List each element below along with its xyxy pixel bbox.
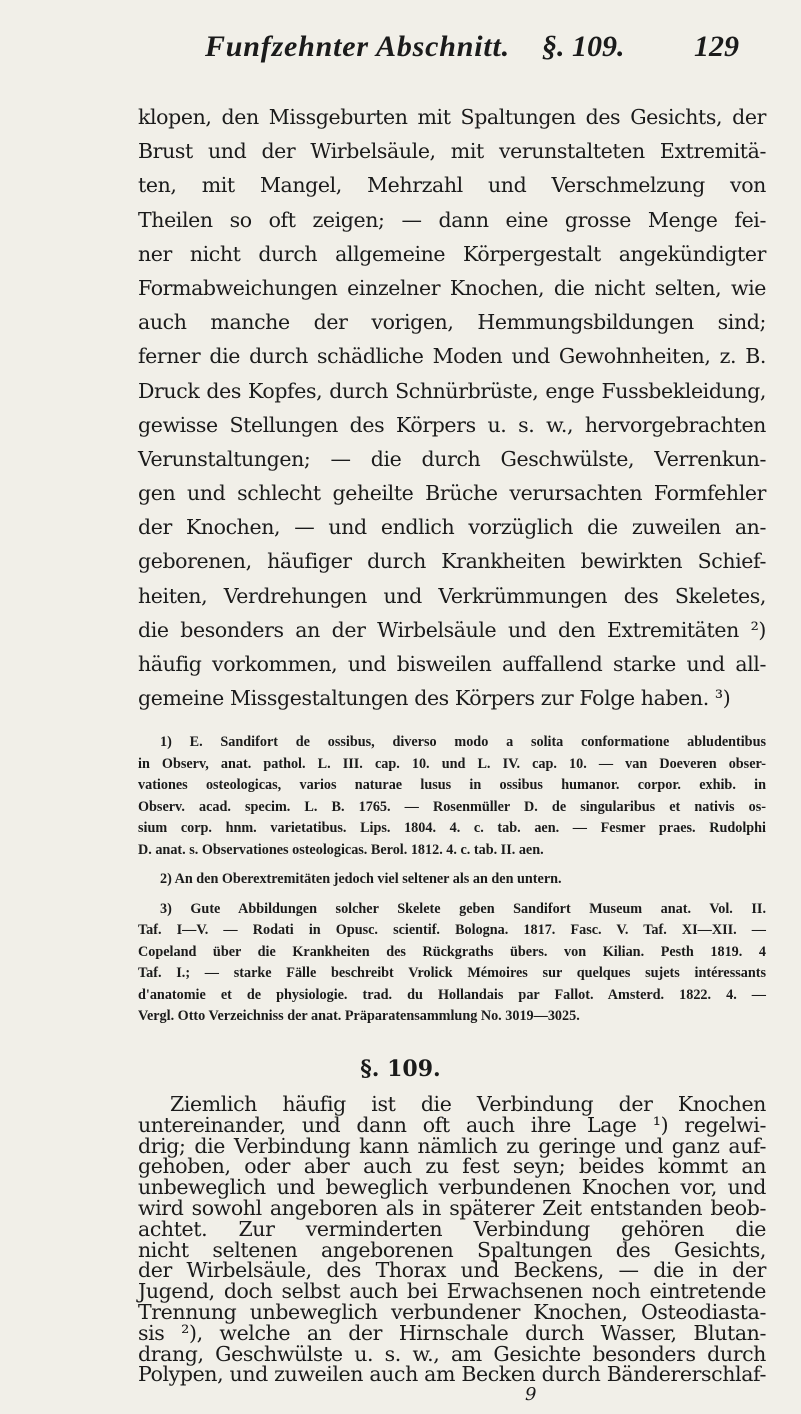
main-paragraph [138,100,766,715]
footnote-1-line: D. anat. s. Observationes osteologicas. Berol. 1812. 4. c. tab. II. aen. [138,841,544,858]
footnote-3-line: Taf. I.; — starke Fälle beschreibt Vrolick Mémoires sur quelques sujets intéressants [138,965,766,981]
text-line: heiten, Verdrehungen und Verkrümmungen des Skeletes, [138,583,766,608]
footnote-3-line: 3) Gute Abbildungen solcher Skelete geben Sandifort Museum anat. Vol. II. [160,900,766,917]
text-line: gen und schlecht geheilte Brüche verursachten Formfehler [138,481,766,506]
text-line: der Knochen, — und endlich vorzüglich die zuweilen an- [138,515,766,540]
text-line: auch manche der vorigen, Hemmungsbildungen sind; [138,310,766,335]
text-line: wird sowohl angeboren als in späterer Zeit entstanden beob- [138,1195,766,1220]
text-line: Verunstaltungen; — die durch Geschwülste, Verrenkun- [138,446,766,471]
text-line: Theilen so oft zeigen; — dann eine grosse Menge fei- [138,207,766,232]
text-line: Ziemlich häufig ist die Verbindung der Knochen [170,1092,766,1116]
text-line: ner nicht durch allgemeine Körpergestalt angekündigter [138,241,766,266]
page-number: 129 [694,30,739,63]
text-line: drig; die Verbindung kann nämlich zu geringe und ganz auf- [138,1133,766,1158]
text-line: gemeine Missgestaltungen des Körpers zur Folge haben. ³) [138,686,731,711]
footnote-1-line: in Observ, anat. pathol. L. III. cap. 10. und L. IV. cap. 10. — van Doeveren obser- [138,755,766,772]
chapter-title: Funfzehnter Abschnitt. [205,30,510,63]
second-paragraph [138,1094,766,1385]
text-line: Trennung unbeweglich verbundener Knochen, Osteodiasta- [138,1299,766,1324]
text-line: Formabweichungen einzelner Knochen, die nicht selten, wie [138,275,766,300]
footnote-3-line: Taf. I—V. — Rodati in Opusc. scientif. Bologna. 1817. Fasc. V. Taf. XI—XII. — [138,922,766,938]
footnote-spacer [138,891,766,899]
text-line: unbeweglich und beweglich verbundenen Knochen vor, und [138,1175,766,1200]
text-line: die besonders an der Wirbelsäule und den Extremitäten ²) [138,617,766,642]
text-line: Jugend, doch selbst auch bei Erwachsenen noch eintretende [138,1279,766,1304]
signature-mark: 9 [525,1384,537,1405]
text-line: achtet. Zur verminderten Verbindung gehören die [138,1216,766,1241]
section-heading: §. 109. [360,1056,441,1082]
footnote-3-line: Vergl. Otto Verzeichniss der anat. Präparatensammlung No. 3019—3025. [138,1008,580,1024]
text-line: sis ²), welche an der Hirnschale durch Wasser, Blutan- [138,1320,766,1345]
text-line: klopen, den Missgeburten mit Spaltungen des Gesichts, der [138,105,766,129]
text-line: häufig vorkommen, und bisweilen auffallend starke und all- [138,652,766,676]
footnote-spacer [138,861,766,869]
footnotes [138,732,766,1028]
footnote-3-line: d'anatomie et de physiologie. trad. du Hollandais par Fallot. Amsterd. 1822. 4. — [138,986,766,1003]
text-line: untereinander, und dann oft auch ihre Lage ¹) regelwi- [138,1112,766,1137]
text-line: geborenen, häufiger durch Krankheiten bewirkten Schief- [138,549,766,574]
text-line: Polypen, und zuweilen auch am Becken durch Bändererschlaf- [138,1362,766,1387]
footnote-1-line: vationes osteologicas, varios naturae lusus in ossibus humanor. corpor. exhib. in [138,777,766,793]
footnote-1-line: sium corp. hnm. varietatibus. Lips. 1804. 4. c. tab. aen. — Fesmer praes. Rudolphi [138,820,766,836]
header-section-number: §. 109. [542,30,625,63]
footnote-1-line: 1) E. Sandifort de ossibus, diverso modo a solita conformatione abludentibus [160,734,766,750]
text-line: der Wirbelsäule, des Thorax und Beckens, — die in der [138,1258,766,1283]
text-line: nicht seltenen angeborenen Spaltungen des Gesichts, [138,1237,766,1262]
text-line: Druck des Kopfes, durch Schnürbrüste, enge Fussbekleidung, [138,378,766,403]
footnote-3-line: Copeland über die Krankheiten des Rückgraths übers. von Kilian. Pesth 1819. 4 [138,943,766,960]
text-line: gehoben, oder aber auch zu fest seyn; beides kommt an [138,1154,766,1179]
text-line: ten, mit Mangel, Mehrzahl und Verschmelzung von [138,173,766,198]
footnote-1-line: Observ. acad. specim. L. B. 1765. — Rosenmüller D. de singularibus et nativis os- [138,798,766,815]
running-header [0,30,801,70]
text-line: Brust und der Wirbelsäule, mit verunstalteten Extremitä- [138,139,766,164]
footnote-2-line: 2) An den Oberextremitäten jedoch viel seltener als an den untern. [160,871,562,887]
text-line: drang, Geschwülste u. s. w., am Gesichte besonders durch [138,1341,766,1366]
text-line: gewisse Stellungen des Körpers u. s. w., hervorgebrachten [138,412,766,437]
text-line: ferner die durch schädliche Moden und Gewohnheiten, z. B. [138,344,766,369]
